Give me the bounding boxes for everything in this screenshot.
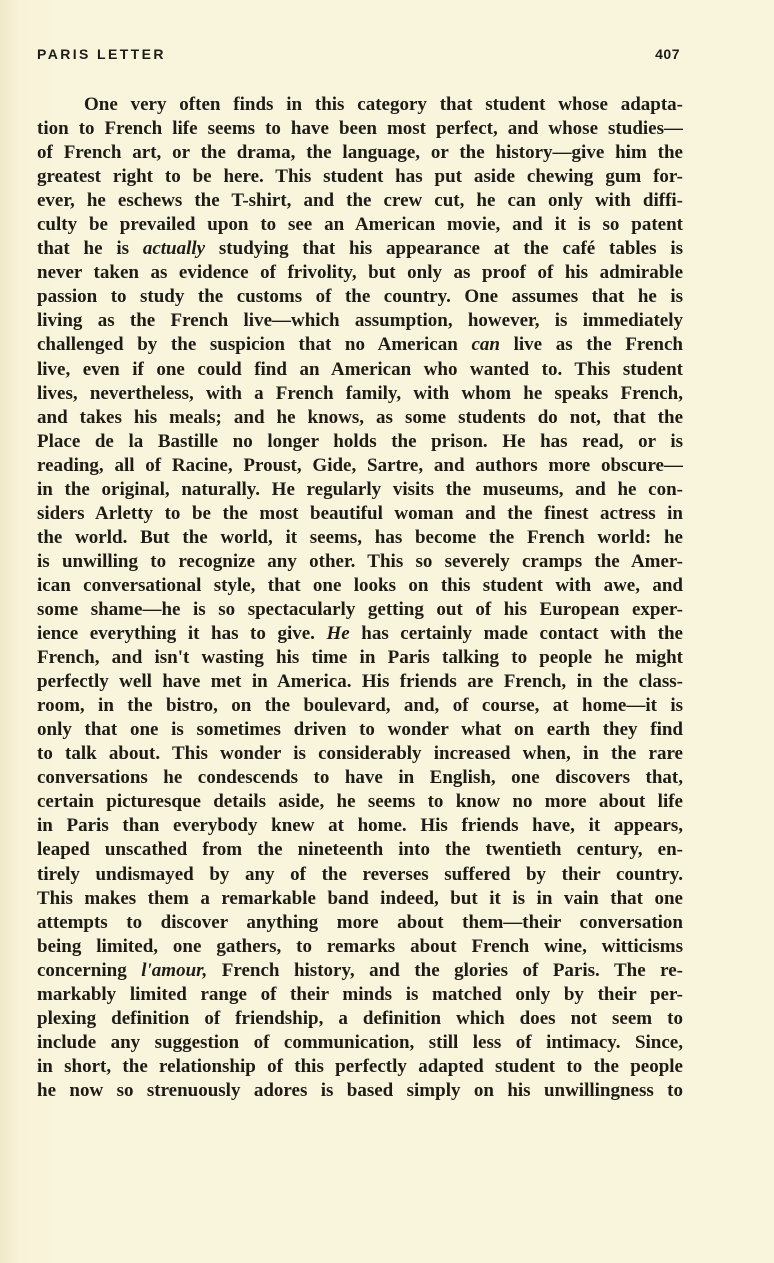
text-segment: Place de la Bastille no longer holds the prison. He has read, or is [37,430,683,452]
text-line [37,622,683,646]
text-line [37,93,683,117]
text-segment: perfectly well have met in America. His friends are French, in the class- [37,671,683,693]
text-segment: living as the French live—which assumption, however, is immediately [37,310,683,332]
text-segment: live, even if one could find an American who wanted to. This student [37,358,683,380]
text-segment: in short, the relationship of this perfectly adapted student to the people [37,1055,683,1077]
text-line [37,574,683,598]
body-text [37,93,683,1103]
text-segment: studying that his appearance at the café tables is [205,238,683,260]
text-line [37,237,683,261]
text-segment: siders Arletty to be the most beautiful woman and the finest actress in [37,502,683,524]
text-segment: room, in the bistro, on the boulevard, and, of course, at home—it is [37,695,683,717]
text-segment: the world. But the world, it seems, has become the French world: he [37,526,683,548]
text-segment: plexing definition of friendship, a definition which does not seem to [37,1007,683,1029]
text-segment: culty be prevailed upon to see an American movie, and it is so patent [37,214,683,236]
text-line [37,117,683,141]
text-line [37,285,683,309]
text-segment: in the original, naturally. He regularly visits the museums, and he con- [37,478,683,500]
page-number: 407 [655,46,680,62]
text-segment: being limited, one gathers, to remarks about French wine, witticisms [37,935,683,957]
text-line [37,766,683,790]
text-segment: ever, he eschews the T-shirt, and the crew cut, he can only with diffi- [37,190,683,212]
running-head-title: PARIS LETTER [37,46,166,62]
italic-text: l'amour, [141,959,208,981]
text-segment: never taken as evidence of frivolity, but only as proof of his admirable [37,262,683,284]
text-line [37,1031,683,1055]
text-line [37,189,683,213]
text-segment: leaped unscathed from the nineteenth into the twentieth century, en- [37,839,683,861]
italic-text: can [471,334,500,356]
text-line [37,935,683,959]
text-segment: live as the French [499,334,683,356]
text-line [37,694,683,718]
text-line [37,742,683,766]
text-line [37,478,683,502]
text-line [37,358,683,382]
text-line [37,598,683,622]
text-segment: has certainly made contact with the [349,623,683,645]
text-segment: markably limited range of their minds is matched only by their per- [37,983,683,1005]
text-segment: conversations he condescends to have in English, one discovers that, [37,767,683,789]
running-head [37,46,680,62]
text-line [37,1079,683,1103]
text-segment: and takes his meals; and he knows, as some students do not, that the [37,406,683,428]
text-line [37,718,683,742]
text-line [37,983,683,1007]
text-line [37,213,683,237]
text-line [37,454,683,478]
text-segment: reading, all of Racine, Proust, Gide, Sartre, and authors more obscure— [37,454,683,476]
text-segment: French, and isn't wasting his time in Paris talking to people he might [37,647,683,669]
text-segment: certain picturesque details aside, he seems to know no more about life [37,791,683,813]
text-line [37,430,683,454]
text-line [37,141,683,165]
text-segment: to talk about. This wonder is considerably increased when, in the rare [37,743,683,765]
text-segment: ience everything it has to give. [37,623,327,645]
text-segment: passion to study the customs of the country. One assumes that he is [37,286,683,308]
text-line [37,261,683,285]
text-segment: is unwilling to recognize any other. This so severely cramps the Amer- [37,550,683,572]
text-segment: French history, and the glories of Paris. The re- [207,959,683,981]
text-line [37,670,683,694]
text-line [37,1055,683,1079]
text-line [37,646,683,670]
italic-text: He [326,623,350,645]
text-segment: concerning [37,959,142,981]
text-segment: of French art, or the drama, the language, or the history—give him the [37,142,683,164]
text-line [37,550,683,574]
text-segment: tirely undismayed by any of the reverses suffered by their country. [37,863,683,885]
text-segment: in Paris than everybody knew at home. His friends have, it appears, [37,815,683,837]
text-line [37,838,683,862]
text-segment: include any suggestion of communication, still less of intimacy. Since, [37,1031,683,1053]
text-segment: One very often finds in this category that student whose adapta- [84,94,683,115]
text-line [37,382,683,406]
text-line [37,1007,683,1031]
text-line [37,959,683,983]
text-segment: some shame—he is so spectacularly getting out of his European exper- [37,598,683,620]
text-line [37,165,683,189]
text-segment: only that one is sometimes driven to wonder what on earth they find [37,719,683,741]
text-line [37,502,683,526]
text-line [37,333,683,357]
italic-text: actually [142,238,206,260]
text-segment: This makes them a remarkable band indeed, but it is in vain that one [37,887,683,909]
text-segment: attempts to discover anything more about them—their conversation [37,911,683,933]
text-segment: that he is [37,238,143,260]
text-line [37,863,683,887]
text-line [37,790,683,814]
text-line [37,526,683,550]
text-segment: ican conversational style, that one looks on this student with awe, and [37,574,683,596]
text-line [37,887,683,911]
text-line [37,911,683,935]
text-segment: greatest right to be here. This student has put aside chewing gum for- [37,166,683,188]
text-segment: he now so strenuously adores is based simply on his unwillingness to [37,1079,683,1101]
text-segment: tion to French life seems to have been most perfect, and whose studies— [37,118,683,140]
text-line [37,309,683,333]
text-line [37,814,683,838]
text-segment: challenged by the suspicion that no American [37,334,472,356]
text-segment: lives, nevertheless, with a French family, with whom he speaks French, [37,382,683,404]
text-line [37,406,683,430]
